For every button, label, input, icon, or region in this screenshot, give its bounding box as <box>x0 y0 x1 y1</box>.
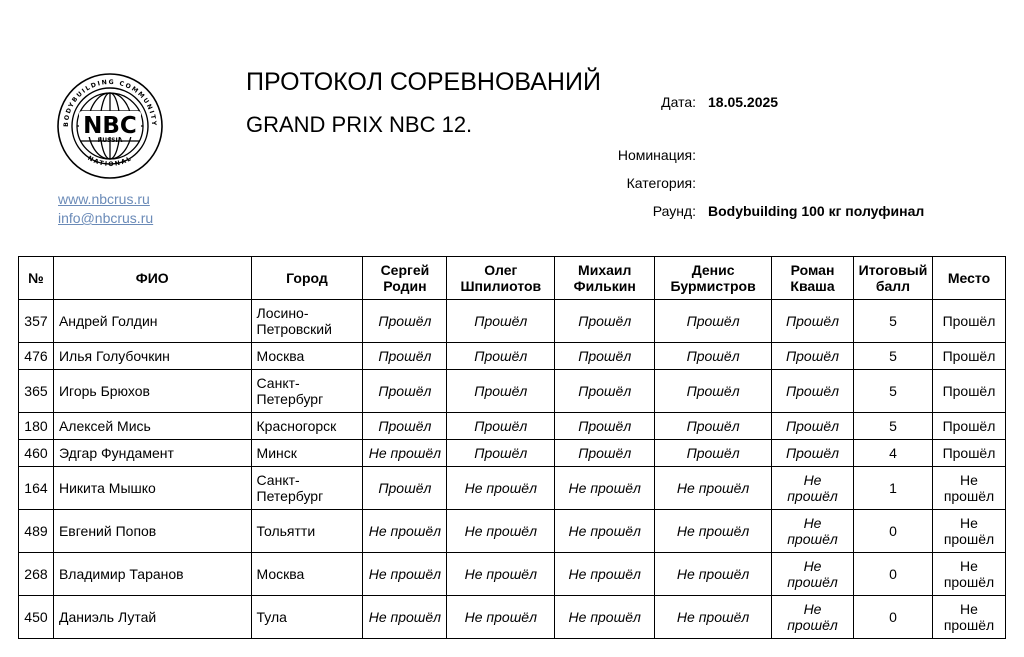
cell-city: Москва <box>251 343 363 370</box>
cell-judge-3: Не прошёл <box>555 596 655 639</box>
cell-city: Тольятти <box>251 510 363 553</box>
table-row <box>19 553 1006 596</box>
date-label: Дата: <box>661 94 696 110</box>
cell-total-score: 0 <box>853 553 932 596</box>
cell-judge-5: Прошёл <box>772 343 854 370</box>
cell-place: Не прошёл <box>932 596 1005 639</box>
cell-city: Санкт-Петербург <box>251 370 363 413</box>
cell-name: Никита Мышко <box>53 467 251 510</box>
cell-total-score: 5 <box>853 370 932 413</box>
cell-judge-1: Не прошёл <box>363 553 447 596</box>
cell-place: Не прошёл <box>932 467 1005 510</box>
col-header-total-score: Итоговый балл <box>853 257 932 300</box>
table-row <box>19 467 1006 510</box>
col-header-place: Место <box>932 257 1005 300</box>
round-label: Раунд: <box>652 203 696 219</box>
cell-city: Москва <box>251 553 363 596</box>
nomination-label: Номинация: <box>617 147 696 163</box>
cell-total-score: 0 <box>853 596 932 639</box>
table-row <box>19 510 1006 553</box>
nbc-logo <box>57 73 163 179</box>
cell-judge-5: Не прошёл <box>772 553 854 596</box>
cell-number: 460 <box>19 440 54 467</box>
cell-judge-1: Прошёл <box>363 413 447 440</box>
cell-judge-4: Прошёл <box>655 440 772 467</box>
cell-judge-1: Не прошёл <box>363 510 447 553</box>
cell-judge-2: Прошёл <box>447 300 555 343</box>
cell-judge-3: Не прошёл <box>555 510 655 553</box>
cell-name: Илья Голубочкин <box>53 343 251 370</box>
round-value: Bodybuilding 100 кг полуфинал <box>708 203 925 219</box>
cell-judge-2: Не прошёл <box>447 553 555 596</box>
page-title: ПРОТОКОЛ СОРЕВНОВАНИЙ <box>246 68 601 96</box>
cell-judge-5: Прошёл <box>772 440 854 467</box>
cell-city: Красногорск <box>251 413 363 440</box>
cell-place: Прошёл <box>932 413 1005 440</box>
cell-city: Минск <box>251 440 363 467</box>
website-link[interactable]: www.nbcrus.ru <box>58 191 150 207</box>
cell-total-score: 5 <box>853 343 932 370</box>
cell-number: 164 <box>19 467 54 510</box>
cell-total-score: 0 <box>853 510 932 553</box>
svg-text:NATIONAL: NATIONAL <box>86 154 134 169</box>
cell-judge-4: Прошёл <box>655 300 772 343</box>
cell-total-score: 5 <box>853 413 932 440</box>
email-link[interactable]: info@nbcrus.ru <box>58 210 154 226</box>
cell-judge-3: Прошёл <box>555 370 655 413</box>
cell-judge-3: Прошёл <box>555 300 655 343</box>
cell-judge-2: Не прошёл <box>447 510 555 553</box>
cell-judge-3: Не прошёл <box>555 467 655 510</box>
col-header-judge-4: Денис Бурмистров <box>655 257 772 300</box>
cell-city: Тула <box>251 596 363 639</box>
cell-judge-2: Не прошёл <box>447 467 555 510</box>
cell-judge-4: Не прошёл <box>655 467 772 510</box>
cell-judge-1: Прошёл <box>363 370 447 413</box>
cell-number: 180 <box>19 413 54 440</box>
cell-place: Не прошёл <box>932 553 1005 596</box>
cell-name: Игорь Брюхов <box>53 370 251 413</box>
cell-judge-4: Не прошёл <box>655 596 772 639</box>
cell-judge-4: Не прошёл <box>655 553 772 596</box>
cell-city: Лосино-Петровский <box>251 300 363 343</box>
col-header-number: № <box>19 257 54 300</box>
date-value: 18.05.2025 <box>708 94 779 110</box>
cell-total-score: 4 <box>853 440 932 467</box>
table-row <box>19 413 1006 440</box>
cell-city: Санкт-Петербург <box>251 467 363 510</box>
cell-number: 268 <box>19 553 54 596</box>
cell-judge-4: Прошёл <box>655 413 772 440</box>
cell-number: 365 <box>19 370 54 413</box>
cell-judge-3: Прошёл <box>555 440 655 467</box>
cell-name: Даниэль Лутай <box>53 596 251 639</box>
cell-judge-4: Не прошёл <box>655 510 772 553</box>
cell-judge-1: Не прошёл <box>363 596 447 639</box>
cell-place: Прошёл <box>932 300 1005 343</box>
col-header-judge-2: Олег Шпилиотов <box>447 257 555 300</box>
cell-judge-3: Прошёл <box>555 343 655 370</box>
cell-name: Андрей Голдин <box>53 300 251 343</box>
results-table <box>18 256 1006 639</box>
cell-name: Владимир Таранов <box>53 553 251 596</box>
cell-judge-5: Прошёл <box>772 370 854 413</box>
col-header-judge-1: Сергей Родин <box>363 257 447 300</box>
col-header-judge-3: Михаил Филькин <box>555 257 655 300</box>
cell-judge-4: Прошёл <box>655 370 772 413</box>
cell-judge-3: Не прошёл <box>555 553 655 596</box>
cell-judge-1: Не прошёл <box>363 440 447 467</box>
cell-judge-5: Прошёл <box>772 413 854 440</box>
cell-judge-5: Не прошёл <box>772 467 854 510</box>
cell-number: 489 <box>19 510 54 553</box>
cell-judge-5: Прошёл <box>772 300 854 343</box>
col-header-judge-5: Роман Кваша <box>772 257 854 300</box>
event-title: GRAND PRIX NBC 12. <box>246 112 473 137</box>
cell-judge-3: Прошёл <box>555 413 655 440</box>
cell-total-score: 5 <box>853 300 932 343</box>
cell-judge-1: Прошёл <box>363 343 447 370</box>
cell-number: 476 <box>19 343 54 370</box>
table-row <box>19 300 1006 343</box>
table-header-row <box>19 257 1006 300</box>
cell-judge-4: Прошёл <box>655 343 772 370</box>
cell-judge-1: Прошёл <box>363 300 447 343</box>
cell-place: Прошёл <box>932 343 1005 370</box>
col-header-city: Город <box>251 257 363 300</box>
cell-total-score: 1 <box>853 467 932 510</box>
cell-judge-5: Не прошёл <box>772 596 854 639</box>
cell-name: Эдгар Фундамент <box>53 440 251 467</box>
cell-judge-5: Не прошёл <box>772 510 854 553</box>
cell-judge-2: Прошёл <box>447 413 555 440</box>
svg-text:NBC: NBC <box>83 113 137 139</box>
cell-name: Алексей Мись <box>53 413 251 440</box>
svg-text:RUSSIA: RUSSIA <box>97 137 123 144</box>
cell-name: Евгений Попов <box>53 510 251 553</box>
cell-number: 357 <box>19 300 54 343</box>
cell-judge-2: Прошёл <box>447 370 555 413</box>
svg-text:BODYBUILDING COMMUNITY: BODYBUILDING COMMUNITY <box>62 78 158 128</box>
cell-judge-2: Не прошёл <box>447 596 555 639</box>
cell-place: Прошёл <box>932 370 1005 413</box>
table-row <box>19 440 1006 467</box>
table-row <box>19 343 1006 370</box>
cell-place: Не прошёл <box>932 510 1005 553</box>
col-header-name: ФИО <box>53 257 251 300</box>
cell-judge-1: Прошёл <box>363 467 447 510</box>
category-label: Категория: <box>626 175 696 191</box>
table-row <box>19 370 1006 413</box>
contact-links <box>58 190 153 228</box>
cell-number: 450 <box>19 596 54 639</box>
cell-judge-2: Прошёл <box>447 343 555 370</box>
table-row <box>19 596 1006 639</box>
cell-place: Прошёл <box>932 440 1005 467</box>
cell-judge-2: Прошёл <box>447 440 555 467</box>
